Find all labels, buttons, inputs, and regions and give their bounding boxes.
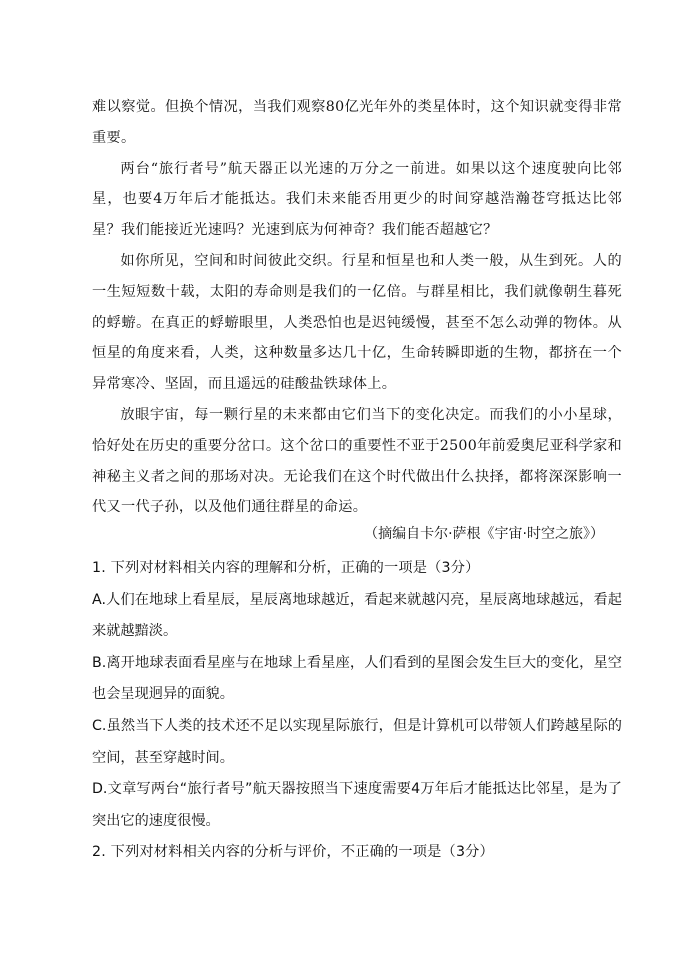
question-1-option-b: B.离开地球表面看星座与在地球上看星座，人们看到的星图会发生巨大的变化，星空也会呈现迥异的面貌。 — [92, 654, 622, 703]
question-section — [92, 553, 622, 869]
passage-source-citation: （摘编自卡尔·萨根《宇宙·时空之旅》） — [364, 526, 604, 542]
reading-passage — [92, 92, 622, 523]
passage-paragraph-4: 放眼宇宙，每一颗行星的未来都由它们当下的变化决定。而我们的小小星球，恰好处在历史的重要分岔口。这个岔口的重要性不亚于2500年前爱奥尼亚科学家和神秘主义者之间的那场对决。无论我们在这个时代做出什么抉择，都将深深影响一代又一代子孙，以及他们通往群星的命运。 — [92, 406, 622, 516]
question-1-option-a: A.人们在地球上看星辰，星辰离地球越近，看起来就越闪亮，星辰离地球越远，看起来就越黯淡。 — [92, 591, 622, 640]
question-1-stem: 1. 下列对材料相关内容的理解和分析，正确的一项是（3分） — [92, 560, 480, 576]
question-1-option-c: C.虽然当下人类的技术还不足以实现星际旅行，但是计算机可以带领人们跨越星际的空间，甚至穿越时间。 — [92, 717, 622, 766]
passage-paragraph-2: 两台“旅行者号”航天器正以光速的万分之一前进。如果以这个速度驶向比邻星，也要4万年后才能抵达。我们未来能否用更少的时间穿越浩瀚苍穹抵达比邻星？我们能接近光速吗？光速到底为何神奇？我们能否超越它？ — [92, 160, 622, 239]
question-2-stem: 2. 下列对材料相关内容的分析与评价，不正确的一项是（3分） — [92, 844, 494, 861]
passage-paragraph-3: 如你所见，空间和时间彼此交织。行星和恒星也和人类一般，从生到死。人的一生短短数十载，太阳的寿命则是我们的一亿倍。与群星相比，我们就像朝生暮死的蜉蝣。在真正的蜉蝣眼里，人类恐怕也是迟钝缓慢，甚至不怎么动弹的物体。从恒星的角度来看，人类，这种数量多达几十亿，生命转瞬即逝的生物，都挤在一个异常寒冷、坚固，而且遥远的硅酸盐铁球体上。 — [92, 252, 622, 393]
passage-paragraph-1: 难以察觉。但换个情况，当我们观察80亿光年外的类星体时，这个知识就变得非常重要。 — [92, 99, 622, 146]
question-1-option-d: D.文章写两台“旅行者号”航天器按照当下速度需要4万年后才能抵达比邻星，是为了突出它的速度很慢。 — [92, 781, 622, 829]
